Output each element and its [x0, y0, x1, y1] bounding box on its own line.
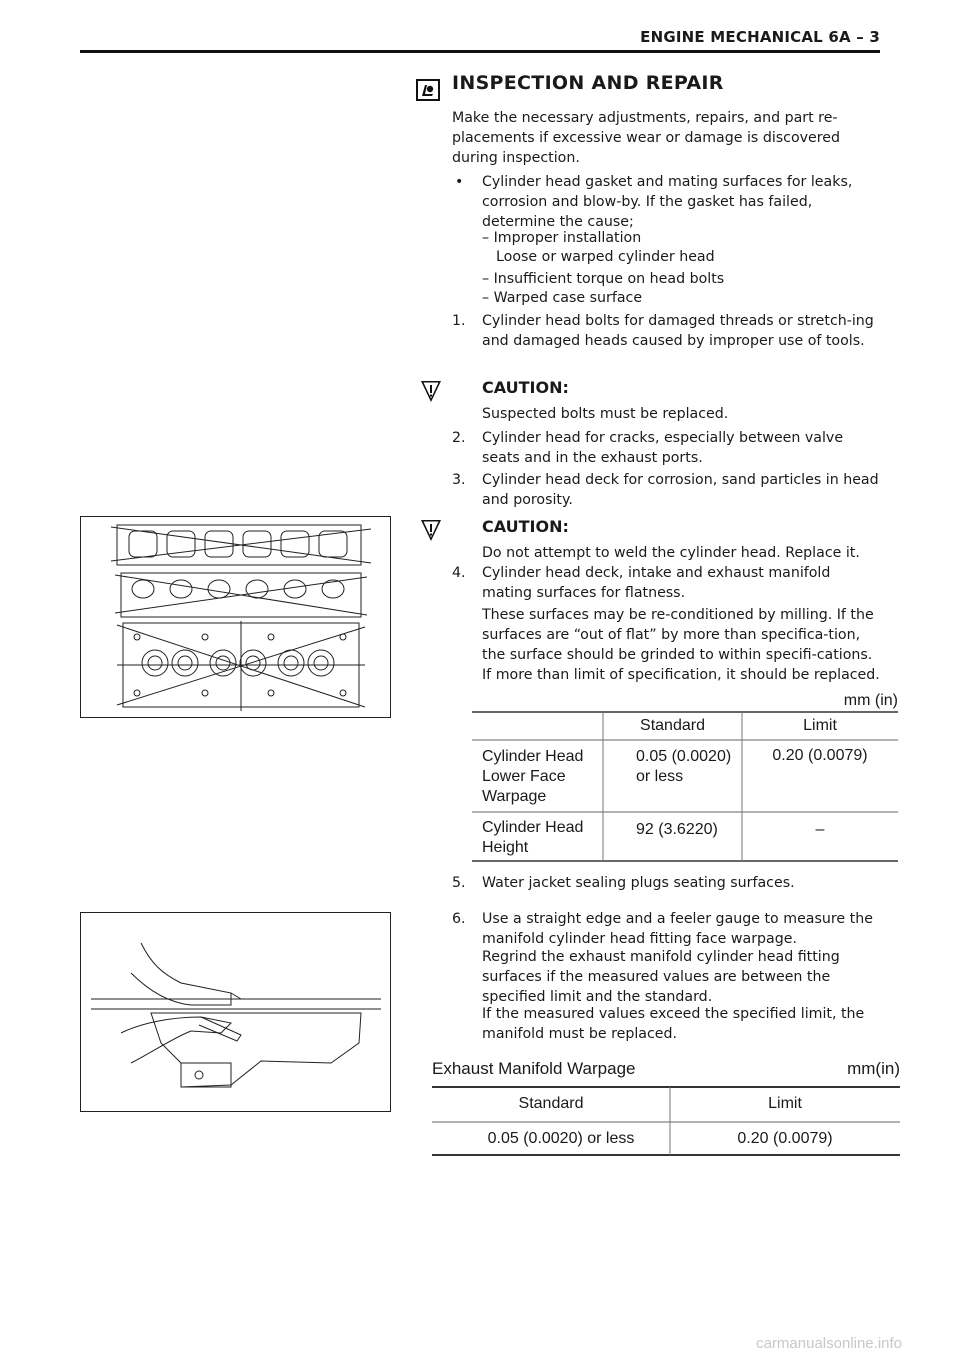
caution-text: Do not attempt to weld the cylinder head. Replace it. — [482, 545, 860, 561]
item-number: 1. — [452, 313, 466, 329]
table-header-limit: Limit — [768, 1095, 802, 1112]
table-cell-limit: – — [815, 821, 825, 838]
item-text: Cylinder head for cracks, especially between valve seats and in the exhaust ports. — [482, 430, 844, 466]
table-cell-standard: 0.05 (0.0020) or less — [636, 748, 732, 785]
warning-triangle-icon — [420, 379, 442, 407]
table-cell-standard: 0.05 (0.0020) or less — [487, 1130, 635, 1147]
intro-paragraph: Make the necessary adjustments, repairs, and part re-placements if excessive wear or damage is discovered during inspection. — [452, 110, 841, 166]
item-extra-text: These surfaces may be re-conditioned by milling. If the surfaces are “out of flat” by more than specifica-tion, the surface should be grinded to within specifi-cations. If more than limit of specification, it should be replaced. — [482, 607, 880, 683]
table-header-standard: Standard — [640, 717, 705, 734]
bullet-text: Cylinder head gasket and mating surfaces for leaks, corrosion and blow-by. If the gasket has failed, determine the cause; — [482, 174, 853, 230]
table-cell-standard: 92 (3.6220) — [636, 821, 718, 838]
manifold-check-drawing — [81, 913, 390, 1111]
table-cell-limit: 0.20 (0.0079) — [737, 1130, 833, 1147]
item-extra-text: If the measured values exceed the specified limit, the manifold must be replaced. — [482, 1006, 865, 1042]
header-rule — [80, 50, 880, 53]
table-unit-label: mm(in) — [847, 1059, 900, 1078]
manifold-warpage-figure — [80, 912, 391, 1112]
caution-title: CAUTION: — [482, 378, 569, 397]
warning-triangle-icon — [420, 518, 442, 546]
caution-text: Suspected bolts must be replaced. — [482, 406, 729, 422]
bullet-sub-1: – Improper installation — [482, 230, 642, 246]
bullet-sub-3: – Insufficient torque on head bolts — [482, 271, 725, 287]
item-text: Water jacket sealing plugs seating surfaces. — [482, 875, 795, 891]
item-number: 5. — [452, 875, 466, 891]
page-header-title: ENGINE MECHANICAL 6A – 3 — [640, 28, 880, 46]
section-title: INSPECTION AND REPAIR — [452, 72, 724, 94]
item-number: 2. — [452, 430, 466, 446]
item-number: 4. — [452, 565, 466, 581]
item-text: Cylinder head deck for corrosion, sand particles in head and porosity. — [482, 472, 879, 508]
cylinder-head-drawing — [81, 517, 390, 717]
inspection-book-icon — [416, 79, 440, 101]
table-cell-limit: 0.20 (0.0079) — [772, 747, 868, 764]
table-header-limit: Limit — [803, 717, 837, 734]
caution-title: CAUTION: — [482, 517, 569, 536]
item-extra-text: Regrind the exhaust manifold cylinder head fitting surfaces if the measured values are between the specified limit and the standard. — [482, 949, 840, 1005]
item-text: Use a straight edge and a feeler gauge to measure the manifold cylinder head fitting face warpage. — [482, 911, 873, 947]
exhaust-manifold-spec-table — [432, 1085, 900, 1157]
item-text: Cylinder head bolts for damaged threads or stretch-ing and damaged heads caused by improper use of tools. — [482, 313, 874, 349]
footer-watermark: carmanualsonline.info — [756, 1335, 902, 1352]
table-header-standard: Standard — [518, 1095, 584, 1112]
bullet-sub-4: – Warped case surface — [482, 290, 643, 306]
cylinder-head-flatness-figure — [80, 516, 391, 718]
table-title: Exhaust Manifold Warpage — [432, 1059, 636, 1078]
item-text: Cylinder head deck, intake and exhaust manifold mating surfaces for flatness. — [482, 565, 831, 601]
table-row-label: Cylinder Head Lower Face Warpage — [482, 748, 584, 805]
bullet-marker: • — [455, 174, 464, 190]
table-row-label: Cylinder Head Height — [482, 819, 584, 856]
item-number: 6. — [452, 911, 466, 927]
bullet-sub-2: Loose or warped cylinder head — [496, 249, 715, 265]
table-unit-label: mm (in) — [843, 692, 898, 709]
item-number: 3. — [452, 472, 466, 488]
